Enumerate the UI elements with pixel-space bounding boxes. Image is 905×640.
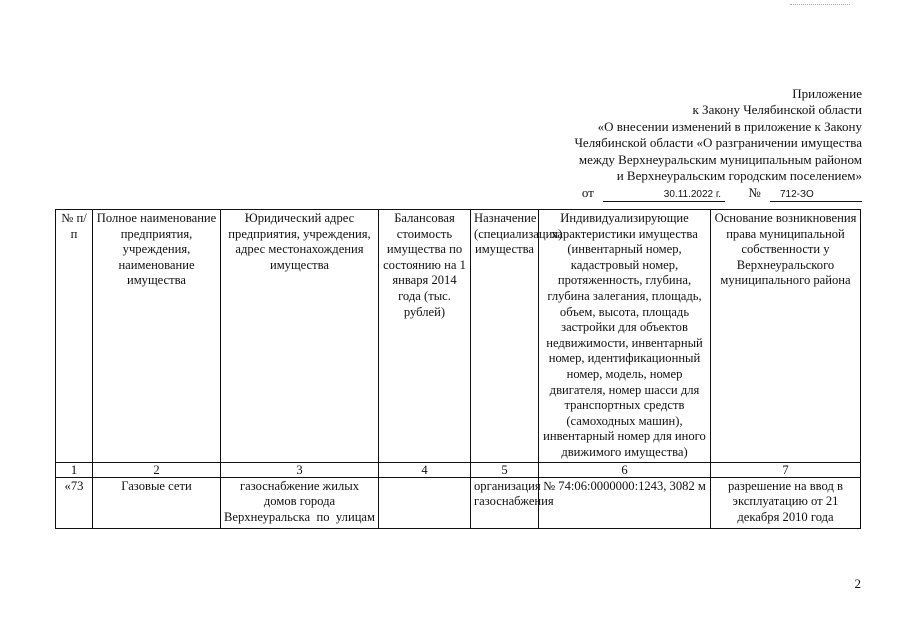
table-header-row bbox=[56, 210, 861, 463]
appendix-header bbox=[482, 86, 862, 202]
property-table bbox=[55, 209, 861, 529]
header-name: Полное наименование предприятия, учреждения, наименование имущества bbox=[93, 210, 221, 463]
row-purpose: организация газоснабжения bbox=[471, 477, 539, 528]
appendix-line: Челябинской области «О разграничении имущества bbox=[574, 135, 862, 151]
row-name: Газовые сети bbox=[93, 477, 221, 528]
appendix-line: и Верхнеуральским городским поселением» bbox=[616, 168, 862, 184]
column-numbers-row bbox=[56, 462, 861, 477]
row-basis: разрешение на ввод в эксплуатацию от 21 декабря 2010 года bbox=[711, 477, 861, 528]
row-num: «73 bbox=[56, 477, 93, 528]
column-number: 4 bbox=[379, 462, 471, 477]
appendix-line: к Закону Челябинской области bbox=[692, 102, 862, 118]
column-number: 1 bbox=[56, 462, 93, 477]
appendix-line: «О внесении изменений в приложение к Закону bbox=[597, 118, 862, 134]
column-number: 5 bbox=[471, 462, 539, 477]
page-number: 2 bbox=[854, 576, 861, 591]
header-num: № п/п bbox=[56, 210, 93, 463]
header-basis: Основание возникновения права муниципальной собственности у Верхнеуральского муниципального района bbox=[711, 210, 861, 463]
column-number: 3 bbox=[221, 462, 379, 477]
law-date-line bbox=[482, 185, 862, 202]
column-number: 7 bbox=[711, 462, 861, 477]
column-number: 6 bbox=[539, 462, 711, 477]
appendix-line: между Верхнеуральским муниципальным районом bbox=[578, 151, 862, 167]
header-balance: Балансовая стоимость имущества по состоянию на 1 января 2014 года (тыс. рублей) bbox=[379, 210, 471, 463]
row-characteristics: № 74:06:0000000:1243, 3082 м bbox=[539, 477, 711, 528]
header-address: Юридический адрес предприятия, учреждения, адрес местонахождения имущества bbox=[221, 210, 379, 463]
scan-mark bbox=[790, 4, 850, 5]
law-number: 712-ЗО bbox=[770, 189, 862, 202]
date-prefix: от bbox=[581, 185, 594, 201]
table-row bbox=[56, 477, 861, 528]
column-number: 2 bbox=[93, 462, 221, 477]
header-characteristics: Индивидуализирующие характеристики имущества (инвентарный номер, кадастровый номер, протяженность, глубина, глубина залегания, площадь, объем, высота, площадь застройки для объектов недвижимости, инвентарный номер, идентификационный номер, модель, номер двигателя, номер шасси для транспортных средств (самоходных машин), инвентарный номер для иного движимого имущества) bbox=[539, 210, 711, 463]
row-balance bbox=[379, 477, 471, 528]
appendix-line: Приложение bbox=[792, 86, 862, 101]
row-address: газоснабжение жилых домов города Верхнеуральска по улицам bbox=[221, 477, 379, 528]
number-prefix: № bbox=[748, 185, 761, 201]
law-date: 30.11.2022 г. bbox=[603, 189, 725, 202]
header-purpose: Назначение (специализация) имущества bbox=[471, 210, 539, 463]
